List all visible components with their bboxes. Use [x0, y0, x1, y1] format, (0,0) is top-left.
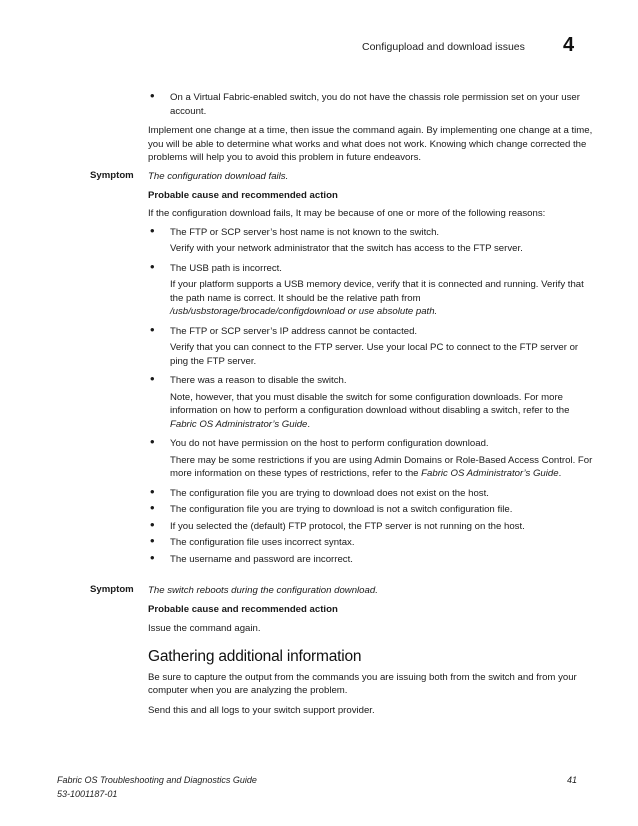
- bullet-icon: •: [150, 483, 155, 499]
- bullet-icon: •: [150, 222, 155, 238]
- bullet-icon: •: [150, 258, 155, 274]
- reason-item: • The FTP or SCP server’s IP address cannot be contacted. Verify that you can connect to the FTP server. Use your local PC to connect to the FTP server or ping the FTP server.: [150, 321, 579, 367]
- bullet-icon: •: [150, 549, 155, 565]
- short-reason-list: [148, 483, 593, 567]
- reason-item: • The USB path is incorrect. If your platform supports a USB memory device, verify that it is connected and running. Verify that the path name is correct. It should be the relative path from /usb/usbstorage/brocade/configdownload or use absolute path.: [150, 258, 584, 317]
- list-item: • The configuration file you are trying to download is not a switch configuration file.: [150, 500, 513, 515]
- running-header-title: Configupload and download issues: [362, 41, 525, 53]
- bullet-icon: •: [150, 516, 155, 532]
- list-item: • If you selected the (default) FTP protocol, the FTP server is not running on the host.: [150, 516, 525, 532]
- paragraph: Be sure to capture the output from the commands you are issuing both from the switch and from your computer when you are analyzing the problem.: [148, 671, 577, 696]
- reason-item: • The FTP or SCP server’s host name is not known to the switch. Verify with your network administrator that the switch has access to the FTP server.: [150, 222, 523, 254]
- symptom2-block: [148, 584, 593, 636]
- action-text: Issue the command again.: [148, 623, 261, 634]
- page-number: 41: [567, 775, 578, 785]
- reason-item: • There was a reason to disable the switch. Note, however, that you must disable the switch for some configuration downloads. For more information on how to perform a configuration download without disabling a switch, refer to the Fabric OS Administrator’s Guide.: [150, 371, 570, 430]
- paragraph: Send this and all logs to your switch support provider.: [148, 704, 375, 716]
- bullet-icon: •: [150, 321, 155, 337]
- footer-doc-id: 53-1001187-01: [57, 789, 118, 799]
- intro-block: [148, 88, 593, 165]
- bullet-icon: •: [150, 371, 155, 386]
- cause-heading: Probable cause and recommended action: [148, 603, 338, 615]
- cause-heading: Probable cause and recommended action: [148, 189, 338, 201]
- list-item: • The username and password are incorrect.: [150, 549, 353, 565]
- section-block: [148, 650, 593, 717]
- bullet-icon: •: [150, 88, 155, 103]
- bullet-icon: •: [150, 500, 155, 515]
- bullet-icon: •: [150, 434, 155, 449]
- symptom-label: Symptom: [90, 584, 134, 595]
- symptom-text: The switch reboots during the configuration download.: [148, 585, 378, 596]
- footer-guide-title: Fabric OS Troubleshooting and Diagnostics Guide: [57, 775, 257, 785]
- bullet-item: • On a Virtual Fabric-enabled switch, you do not have the chassis role permission set on your user account.: [150, 88, 580, 117]
- paragraph: Implement one change at a time, then issue the command again. By implementing one change at a time, you will be able to determine what works and what does not work. Knowing which change corrected the problems will help you to avoid this problem in future endeavors.: [148, 125, 593, 163]
- section-heading: Gathering additional information: [148, 648, 362, 665]
- symptom-label: Symptom: [90, 170, 134, 181]
- list-item: • The configuration file uses incorrect syntax.: [150, 533, 355, 548]
- bullet-icon: •: [150, 533, 155, 548]
- chapter-number: 4: [563, 34, 575, 56]
- symptom1-block: [148, 170, 593, 566]
- list-item: • The configuration file you are trying to download does not exist on the host.: [150, 483, 489, 499]
- reason-item: • You do not have permission on the host to perform configuration download. There may be some restrictions if you are using Admin Domains or Role-Based Access Control. For more information on these types of restrictions, refer to the Fabric OS Administrator’s Guide.: [150, 434, 593, 479]
- lead-text: If the configuration download fails, It may be because of one or more of the following reasons:: [148, 208, 546, 219]
- symptom-text: The configuration download fails.: [148, 171, 289, 182]
